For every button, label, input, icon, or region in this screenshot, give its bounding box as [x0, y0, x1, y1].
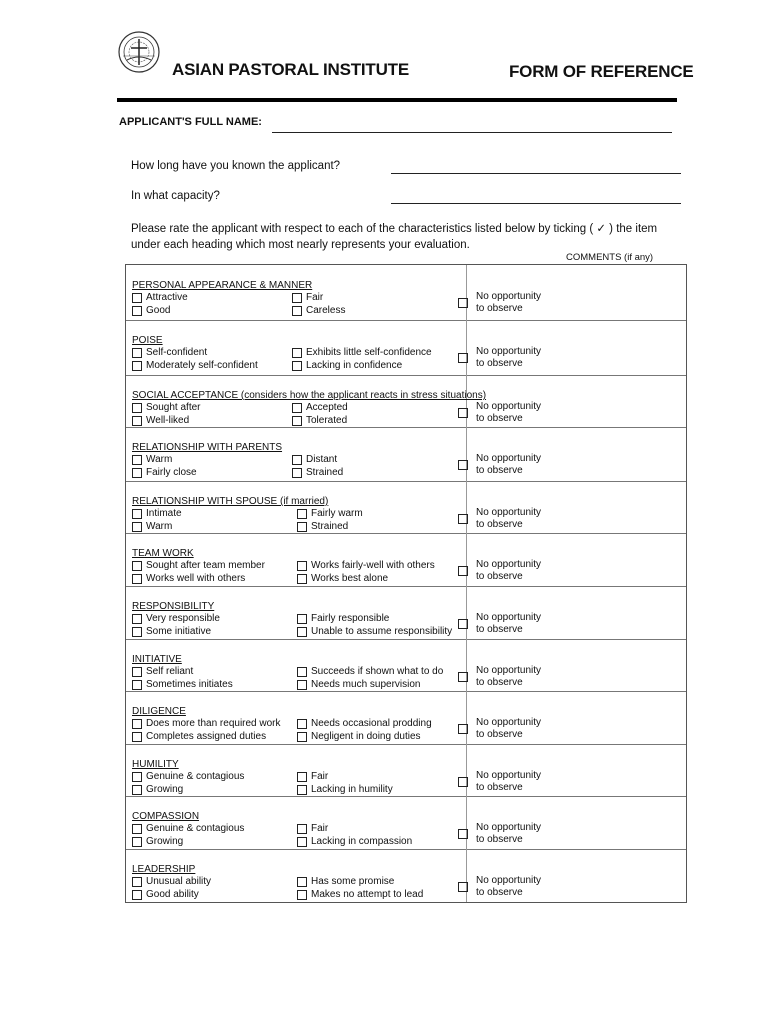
checkbox[interactable]: [132, 824, 142, 834]
section-title: RESPONSIBILITY: [132, 601, 215, 612]
rating-option-label: Needs much supervision: [311, 679, 421, 690]
rating-option[interactable]: [132, 508, 182, 519]
section-title: PERSONAL APPEARANCE & MANNER: [132, 280, 313, 291]
no-opportunity-label: [476, 717, 541, 741]
checkbox[interactable]: [458, 777, 468, 787]
rating-option-label: Strained: [311, 521, 349, 532]
no-opportunity-label: [476, 665, 541, 689]
no-opportunity-label: [476, 559, 541, 583]
checkbox[interactable]: [132, 455, 142, 465]
checkbox[interactable]: [132, 509, 142, 519]
no-opportunity-label: [476, 507, 541, 531]
rating-option[interactable]: [132, 573, 245, 584]
rating-option-label: Lacking in compassion: [311, 836, 413, 847]
rating-option[interactable]: [297, 889, 423, 900]
checkbox[interactable]: [458, 566, 468, 576]
rating-option[interactable]: [132, 666, 193, 677]
no-opportunity-label: [476, 291, 541, 315]
rating-option-label: Has some promise: [311, 876, 395, 887]
checkbox[interactable]: [132, 306, 142, 316]
no-opportunity-line2: to observe: [476, 303, 523, 314]
no-opportunity-line1: No opportunity: [476, 453, 542, 464]
no-opportunity-line2: to observe: [476, 624, 523, 635]
no-opportunity-label: [476, 875, 541, 899]
checkbox[interactable]: [132, 468, 142, 478]
no-opportunity-line1: No opportunity: [476, 346, 542, 357]
rating-section: [126, 586, 686, 640]
no-opportunity-line1: No opportunity: [476, 875, 542, 886]
checkbox[interactable]: [297, 772, 307, 782]
rating-option-label: Good: [146, 305, 171, 316]
rating-option-label: Well-liked: [146, 415, 190, 426]
rating-option[interactable]: [297, 876, 394, 887]
checkbox[interactable]: [297, 680, 307, 690]
no-opportunity-option[interactable]: [458, 612, 541, 636]
no-opportunity-label: [476, 453, 541, 477]
section-title: COMPASSION: [132, 811, 200, 822]
rating-option[interactable]: [132, 836, 183, 847]
rating-option[interactable]: [292, 305, 345, 316]
rating-option-label: Completes assigned duties: [146, 731, 267, 742]
rating-option[interactable]: [297, 718, 432, 729]
no-opportunity-line1: No opportunity: [476, 612, 542, 623]
seal-logo-icon: [117, 30, 161, 74]
rating-option-label: Sought after: [146, 402, 201, 413]
checkbox[interactable]: [297, 667, 307, 677]
checkbox[interactable]: [297, 732, 307, 742]
rating-option[interactable]: [297, 784, 393, 795]
rating-option[interactable]: [297, 521, 348, 532]
rating-option-label: Distant: [306, 454, 338, 465]
rating-option[interactable]: [297, 679, 421, 690]
section-title: POISE: [132, 335, 163, 346]
rating-option-label: Lacking in humility: [311, 784, 393, 795]
rating-option-label: Works fairly-well with others: [311, 560, 435, 571]
rating-option-label: Makes no attempt to lead: [311, 889, 424, 900]
rating-option[interactable]: [132, 613, 220, 624]
checkbox[interactable]: [292, 348, 302, 358]
checkbox[interactable]: [458, 619, 468, 629]
rating-option-label: Attractive: [146, 292, 188, 303]
no-opportunity-option[interactable]: [458, 665, 541, 689]
rating-option-label: Negligent in doing duties: [311, 731, 421, 742]
rating-option[interactable]: [297, 508, 363, 519]
checkbox[interactable]: [132, 667, 142, 677]
checkbox[interactable]: [132, 877, 142, 887]
rating-option[interactable]: [297, 771, 328, 782]
no-opportunity-option[interactable]: [458, 875, 541, 899]
checkbox[interactable]: [132, 293, 142, 303]
checkbox[interactable]: [292, 306, 302, 316]
checkbox[interactable]: [297, 522, 307, 532]
rating-option-label: Careless: [306, 305, 346, 316]
rating-option[interactable]: [132, 784, 183, 795]
checkbox[interactable]: [132, 574, 142, 584]
rating-option-label: Unusual ability: [146, 876, 212, 887]
checkbox[interactable]: [292, 403, 302, 413]
checkbox[interactable]: [458, 724, 468, 734]
rating-option-label: Does more than required work: [146, 718, 281, 729]
rating-option[interactable]: [132, 626, 211, 637]
checkbox[interactable]: [292, 468, 302, 478]
no-opportunity-line1: No opportunity: [476, 665, 542, 676]
rating-option[interactable]: [292, 402, 348, 413]
no-opportunity-line1: No opportunity: [476, 559, 542, 570]
checkbox[interactable]: [297, 890, 307, 900]
no-opportunity-option[interactable]: [458, 717, 541, 741]
no-opportunity-option[interactable]: [458, 559, 541, 583]
rating-option-label: Lacking in confidence: [306, 360, 403, 371]
rating-option[interactable]: [132, 718, 281, 729]
checkbox[interactable]: [132, 772, 142, 782]
rating-option-label: Accepted: [306, 402, 348, 413]
checkbox[interactable]: [292, 361, 302, 371]
rating-option[interactable]: [297, 626, 452, 637]
section-title: SOCIAL ACCEPTANCE (considers how the applicant reacts in stress situations): [132, 390, 487, 401]
section-title: INITIATIVE: [132, 654, 182, 665]
no-opportunity-option[interactable]: [458, 346, 541, 370]
no-opportunity-line1: No opportunity: [476, 822, 542, 833]
checkbox[interactable]: [297, 837, 307, 847]
rating-option[interactable]: [132, 679, 233, 690]
rating-option[interactable]: [132, 347, 207, 358]
rating-section: [126, 691, 686, 745]
rating-option[interactable]: [297, 823, 328, 834]
checkbox[interactable]: [297, 561, 307, 571]
rating-option-label: Fair: [306, 292, 324, 303]
rating-option-label: Unable to assume responsibility: [311, 626, 453, 637]
rating-option[interactable]: [132, 889, 199, 900]
rating-section: [126, 744, 686, 797]
rating-option-label: Exhibits little self-confidence: [306, 347, 432, 358]
checkbox[interactable]: [132, 890, 142, 900]
capacity-field[interactable]: [391, 203, 681, 204]
checkbox[interactable]: [458, 460, 468, 470]
no-opportunity-label: [476, 346, 541, 370]
rating-option[interactable]: [292, 292, 323, 303]
section-title: TEAM WORK: [132, 548, 194, 559]
rating-option[interactable]: [132, 305, 170, 316]
rating-option-label: Fair: [311, 823, 329, 834]
checkbox[interactable]: [132, 522, 142, 532]
rating-section: [126, 796, 686, 850]
section-title: RELATIONSHIP WITH PARENTS: [132, 442, 283, 453]
rating-option-label: Succeeds if shown what to do: [311, 666, 444, 677]
rating-option-label: Genuine & contagious: [146, 823, 245, 834]
rating-option[interactable]: [297, 573, 388, 584]
rating-option[interactable]: [132, 360, 258, 371]
checkbox[interactable]: [292, 455, 302, 465]
checkbox[interactable]: [297, 877, 307, 887]
rating-option[interactable]: [297, 731, 421, 742]
rating-option-label: Fairly responsible: [311, 613, 390, 624]
header-divider: [117, 98, 677, 102]
no-opportunity-line1: No opportunity: [476, 401, 542, 412]
no-opportunity-line2: to observe: [476, 465, 523, 476]
checkbox[interactable]: [458, 353, 468, 363]
rating-option-label: Intimate: [146, 508, 182, 519]
no-opportunity-line2: to observe: [476, 571, 523, 582]
rating-section: [126, 320, 686, 376]
rating-table: [125, 264, 687, 903]
checkbox[interactable]: [458, 514, 468, 524]
rating-option-label: Tolerated: [306, 415, 348, 426]
org-name: ASIAN PASTORAL INSTITUTE: [172, 60, 409, 79]
applicant-name-label: APPLICANT'S FULL NAME:: [119, 116, 262, 128]
checkbox[interactable]: [132, 403, 142, 413]
section-title: RELATIONSHIP WITH SPOUSE (if married): [132, 496, 329, 507]
checkbox[interactable]: [297, 574, 307, 584]
no-opportunity-line1: No opportunity: [476, 291, 542, 302]
checkbox[interactable]: [458, 298, 468, 308]
known-duration-field[interactable]: [391, 173, 681, 174]
rating-option[interactable]: [292, 360, 402, 371]
no-opportunity-label: [476, 401, 541, 425]
rating-section: [126, 639, 686, 692]
rating-option[interactable]: [132, 823, 244, 834]
no-opportunity-line2: to observe: [476, 413, 523, 424]
no-opportunity-line1: No opportunity: [476, 770, 542, 781]
checkbox[interactable]: [132, 680, 142, 690]
rating-option-label: Fairly close: [146, 467, 197, 478]
rating-option[interactable]: [132, 560, 265, 571]
checkbox[interactable]: [292, 293, 302, 303]
rating-option-label: Good ability: [146, 889, 199, 900]
no-opportunity-label: [476, 770, 541, 794]
rating-option-label: Growing: [146, 836, 184, 847]
rating-instructions: Please rate the applicant with respect to each of the characteristics listed below by ticking ( ✓ ) the item under each heading which most nearly represents your evaluation.: [131, 223, 658, 251]
rating-option[interactable]: [132, 771, 244, 782]
no-opportunity-line2: to observe: [476, 834, 523, 845]
no-opportunity-option[interactable]: [458, 291, 541, 315]
checkbox[interactable]: [132, 561, 142, 571]
rating-section: [126, 481, 686, 534]
checkbox[interactable]: [132, 614, 142, 624]
section-title: HUMILITY: [132, 759, 179, 770]
rating-option[interactable]: [132, 415, 189, 426]
rating-option[interactable]: [292, 347, 432, 358]
checkbox[interactable]: [458, 672, 468, 682]
rating-option-label: Fairly warm: [311, 508, 363, 519]
no-opportunity-option[interactable]: [458, 507, 541, 531]
rating-option-label: Growing: [146, 784, 184, 795]
checkbox[interactable]: [297, 614, 307, 624]
rating-option[interactable]: [297, 666, 443, 677]
checkbox[interactable]: [458, 408, 468, 418]
checkbox[interactable]: [458, 829, 468, 839]
rating-option[interactable]: [292, 454, 337, 465]
known-duration-label: How long have you known the applicant?: [131, 160, 341, 172]
rating-section: [126, 375, 686, 428]
checkbox[interactable]: [132, 627, 142, 637]
no-opportunity-option[interactable]: [458, 453, 541, 477]
rating-option-label: Self-confident: [146, 347, 208, 358]
rating-option-label: Warm: [146, 521, 173, 532]
section-title: LEADERSHIP: [132, 864, 196, 875]
comments-heading: COMMENTS (if any): [566, 252, 654, 263]
rating-option-label: Fair: [311, 771, 329, 782]
rating-option[interactable]: [132, 402, 200, 413]
checkbox[interactable]: [132, 348, 142, 358]
rating-option[interactable]: [132, 454, 172, 465]
rating-option-label: Works well with others: [146, 573, 246, 584]
checkbox[interactable]: [297, 719, 307, 729]
rating-option-label: Very responsible: [146, 613, 220, 624]
rating-option[interactable]: [297, 560, 435, 571]
checkbox[interactable]: [458, 882, 468, 892]
no-opportunity-label: [476, 612, 541, 636]
rating-option[interactable]: [132, 467, 197, 478]
checkbox[interactable]: [132, 361, 142, 371]
checkbox[interactable]: [132, 785, 142, 795]
no-opportunity-option[interactable]: [458, 822, 541, 846]
applicant-name-field[interactable]: [272, 132, 672, 133]
rating-option-label: Self reliant: [146, 666, 194, 677]
checkbox[interactable]: [292, 416, 302, 426]
rating-option-label: Moderately self-confident: [146, 360, 258, 371]
rating-option[interactable]: [292, 467, 343, 478]
no-opportunity-line2: to observe: [476, 887, 523, 898]
checkbox[interactable]: [132, 732, 142, 742]
rating-section: [126, 533, 686, 587]
checkbox[interactable]: [132, 719, 142, 729]
no-opportunity-line2: to observe: [476, 677, 523, 688]
no-opportunity-option[interactable]: [458, 770, 541, 794]
rating-section: [126, 849, 686, 902]
checkbox[interactable]: [297, 627, 307, 637]
capacity-label: In what capacity?: [131, 190, 220, 202]
rating-option-label: Sought after team member: [146, 560, 265, 571]
no-opportunity-line1: No opportunity: [476, 717, 542, 728]
no-opportunity-line2: to observe: [476, 358, 523, 369]
no-opportunity-line2: to observe: [476, 729, 523, 740]
rating-option-label: Genuine & contagious: [146, 771, 245, 782]
rating-option-label: Some initiative: [146, 626, 212, 637]
rating-option-label: Needs occasional prodding: [311, 718, 432, 729]
rating-option-label: Warm: [146, 454, 173, 465]
no-opportunity-line2: to observe: [476, 782, 523, 793]
rating-option[interactable]: [132, 876, 211, 887]
rating-option[interactable]: [132, 731, 266, 742]
rating-option[interactable]: [297, 836, 412, 847]
rating-option-label: Strained: [306, 467, 344, 478]
checkbox[interactable]: [132, 416, 142, 426]
rating-section: [126, 427, 686, 482]
rating-option[interactable]: [132, 521, 172, 532]
no-opportunity-line2: to observe: [476, 519, 523, 530]
checkbox[interactable]: [132, 837, 142, 847]
no-opportunity-line1: No opportunity: [476, 507, 542, 518]
no-opportunity-option[interactable]: [458, 401, 541, 425]
rating-option-label: Sometimes initiates: [146, 679, 233, 690]
form-title: FORM OF REFERENCE: [509, 62, 694, 81]
rating-option[interactable]: [292, 415, 347, 426]
section-title: DILIGENCE: [132, 706, 186, 717]
checkbox[interactable]: [297, 824, 307, 834]
rating-option[interactable]: [297, 613, 389, 624]
rating-option-label: Works best alone: [311, 573, 389, 584]
rating-section: [126, 265, 686, 321]
checkbox[interactable]: [297, 785, 307, 795]
checkbox[interactable]: [297, 509, 307, 519]
no-opportunity-label: [476, 822, 541, 846]
rating-option[interactable]: [132, 292, 188, 303]
